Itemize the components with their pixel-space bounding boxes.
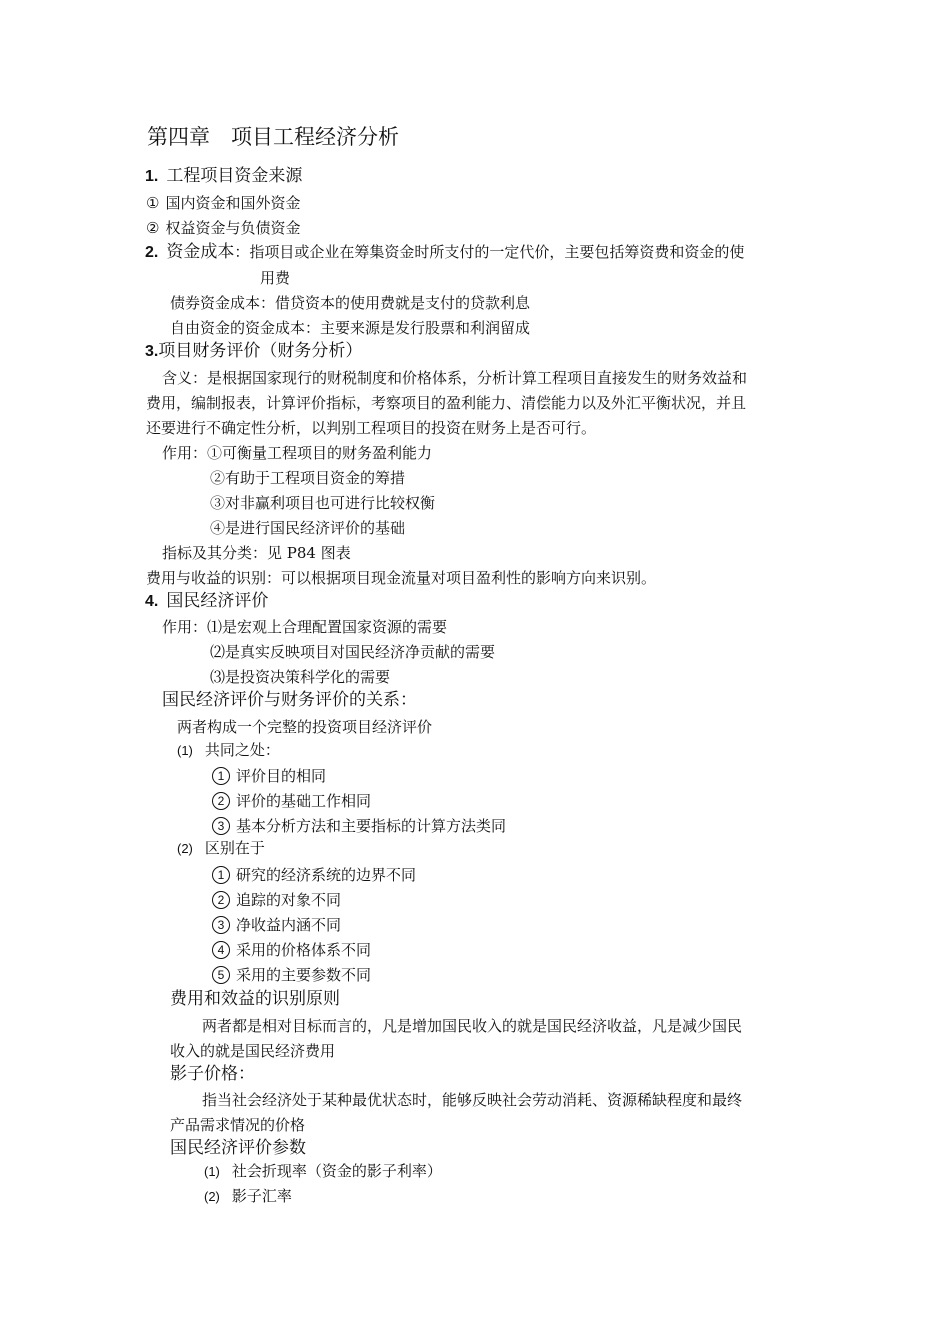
indicators-note: 指标及其分类：见 P84 图表 [162, 544, 351, 562]
shadow-price-line: 指当社会经济处于某种最优状态时，能够反映社会劳动消耗、资源稀缺程度和最终 [202, 1091, 743, 1109]
list-item: 3 净收益内涵不同 [212, 915, 341, 935]
shadow-price-title: 影子价格： [170, 1064, 255, 1084]
list-item: 1 评价目的相同 [212, 766, 326, 786]
role-item: 作用：①可衡量工程项目的财务盈利能力 [162, 444, 433, 462]
principle-line: 收入的就是国民经济费用 [170, 1042, 336, 1060]
relation-intro: 两者构成一个完整的投资项目经济评价 [177, 718, 433, 736]
list-item: (2) 影子汇率 [204, 1187, 292, 1205]
role-item: ③对非赢利项目也可进行比较权衡 [210, 494, 436, 512]
definition-continuation: 用费 [260, 269, 291, 287]
principle-line: 两者都是相对目标而言的，凡是增加国民收入的就是国民经济收益，凡是减少国民 [202, 1017, 743, 1035]
meaning-line: 含义：是根据国家现行的财税制度和价格体系，分析计算工程项目直接发生的财务效益和 [162, 369, 748, 387]
relation-title: 国民经济评价与财务评价的关系： [162, 690, 417, 710]
list-item: ② 权益资金与负债资金 [146, 219, 301, 237]
list-item: 2 评价的基础工作相同 [212, 791, 371, 811]
common-heading: (1) 共同之处： [177, 741, 280, 759]
role-item: ②有助于工程项目资金的筹措 [210, 469, 406, 487]
cost-benefit-identification: 费用与收益的识别：可以根据项目现金流量对项目盈利性的影响方向来识别。 [146, 569, 657, 587]
role-item: ④是进行国民经济评价的基础 [210, 519, 406, 537]
principle-title: 费用和效益的识别原则 [170, 989, 340, 1009]
list-item: 2 追踪的对象不同 [212, 890, 341, 910]
shadow-price-line: 产品需求情况的价格 [170, 1116, 306, 1134]
section-4-heading: 4. 国民经济评价 [145, 591, 269, 611]
list-item: ① 国内资金和国外资金 [146, 194, 301, 212]
role-item: ⑶是投资决策科学化的需要 [210, 668, 391, 686]
list-item: 3 基本分析方法和主要指标的计算方法类同 [212, 816, 506, 836]
role-item: 作用：⑴是宏观上合理配置国家资源的需要 [162, 618, 448, 636]
meaning-line: 费用，编制报表，计算评价指标，考察项目的盈利能力、清偿能力以及外汇平衡状况，并且 [146, 394, 747, 412]
section-3-heading: 3.项目财务评价（财务分析） [145, 341, 363, 361]
role-item: ⑵是真实反映项目对国民经济净贡献的需要 [210, 643, 496, 661]
section-2-heading: 2. 资金成本：指项目或企业在筹集资金时所支付的一定代价，主要包括筹资费和资金的使 [145, 242, 745, 262]
list-item: 5 采用的主要参数不同 [212, 965, 371, 985]
meaning-line: 还要进行不确定性分析，以判别工程项目的投资在财务上是否可行。 [146, 419, 597, 437]
section-1-heading: 1. 工程项目资金来源 [145, 166, 303, 186]
bond-capital-cost: 债券资金成本：借贷资本的使用费就是支付的贷款利息 [170, 294, 531, 312]
list-item: (1) 社会折现率（资金的影子利率） [204, 1162, 442, 1180]
list-item: 1 研究的经济系统的边界不同 [212, 865, 416, 885]
list-item: 4 采用的价格体系不同 [212, 940, 371, 960]
difference-heading: (2) 区别在于 [177, 839, 265, 857]
chapter-title: 第四章 项目工程经济分析 [147, 125, 399, 149]
parameters-title: 国民经济评价参数 [170, 1138, 306, 1158]
own-capital-cost: 自由资金的资金成本：主要来源是发行股票和利润留成 [170, 319, 531, 337]
